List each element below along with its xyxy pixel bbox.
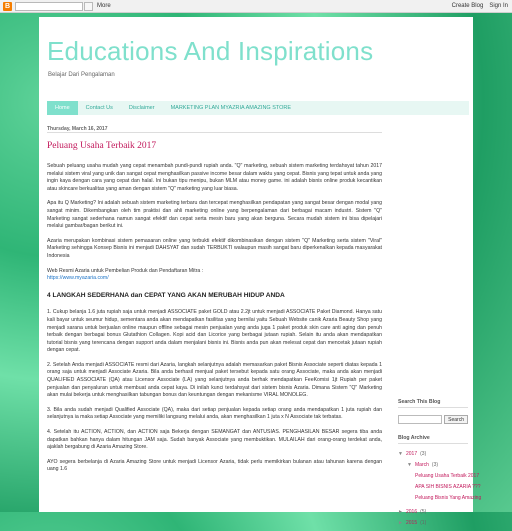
archive-year-link[interactable]: 2017 — [406, 451, 418, 457]
post-section-heading: 4 LANGKAH SEDERHANA dan CEPAT YANG AKAN MERUBAH HIDUP ANDA — [47, 291, 285, 299]
archive-count: (1) — [420, 520, 427, 526]
search-widget-title: Search This Blog — [398, 399, 468, 408]
archive-count: (3) — [420, 451, 427, 457]
post-paragraph: Apa itu Q Marketing? Ini adalah sebuah sistem marketing terbaru dan tercepat menghasilkan pendapatan yang sangat besar dengan modal yang sangat minim. Dikembangkan oleh tim praktisi dan ahli marketing online yang berpengalaman dari berbagai macam industri. Sistem "Q" Marketing sangat sederhana namun sangat efektif dan cepat serta mesin baru yang akan berguna. Secara mudah sistem ini bisa dipelajari melalui gambar/bagan berikut ini. — [47, 200, 382, 230]
post-paragraph: Sebuah peluang usaha mudah yang cepat menambah pundi-pundi rupiah anda. "Q" marketing, sebuah sistem marketing terdahsyat tahun 2017 melalui sistem viral yang unik dan sangat cepat menghasilkan passive income besar dalam waktu yang cepat. Bisnis yang tepat untuk anda yang ingin kaya dengan cara yang cepat dan halal. Ini bukan tipu menipu, bukan MLM atau money game. ini adalah bisnis online produk kecantikan atau skincare berkualitas yang aman dengan sistem "Q" marketing yang luar biasa. — [47, 163, 382, 192]
archive-year-link[interactable]: 2015 — [406, 520, 418, 526]
create-blog-link[interactable]: Create Blog — [451, 3, 484, 9]
post-step: 2. Setelah Anda menjadi ASSOCIATE resmi dari Azaria, langkah selanjutnya adalah memasarkan paket Bisnis Associate seperti diatas kepada 1 orang saja untuk menjadi Associate Azaria. Bila anda berhasil menjual paket tersebut kepada satu orang Associate, maka anda akan menjadi QUALIFIED ASSOCIATE (QA) atau Licensor Associate (LA) yang selanjutnya anda berhak mendapatkan FeeKomisi 1jt Rupiah per paket penjualan dan penyaluran untuk membuat anda cepat kaya. Di inilah kunci terdahsyat dari sistem bisnis Azaria. Dimana Sistem "Q" Marketing akan mulai bekerja untuk menghasilkan tabungan bonus dan keuntungan dengan mekanisme VIRAL MONOLEG. — [47, 361, 382, 399]
archive-year-2016 — [398, 509, 468, 515]
expand-right-icon[interactable]: ► — [398, 509, 403, 515]
date-divider — [47, 132, 382, 133]
search-input[interactable] — [398, 415, 442, 424]
post-paragraph: Web Resmi Azaria untuk Pembelian Produk dan Pendaftaran Mitra : — [47, 267, 204, 274]
blogger-navbar — [0, 0, 512, 13]
navbar-search-input[interactable] — [15, 2, 83, 11]
archive-post-link[interactable]: Peluang Usaha Terbaik 2017 — [415, 473, 480, 479]
tab-disclaimer[interactable]: Disclaimer — [128, 105, 155, 111]
post-body — [47, 163, 382, 481]
azaria-website-link[interactable]: https://www.myazaria.com/ — [47, 275, 109, 282]
sidebar — [398, 399, 482, 531]
blog-page — [39, 17, 482, 526]
blog-description: Belajar Dari Pengalaman — [48, 72, 115, 78]
expand-down-icon[interactable]: ▼ — [407, 462, 412, 468]
search-widget — [398, 415, 468, 424]
archive-widget-title: Blog Archive — [398, 435, 468, 444]
navbar-search-button[interactable] — [84, 2, 93, 11]
blog-title[interactable]: Educations And Inspirations — [47, 36, 374, 66]
post-date: Thursday, March 16, 2017 — [47, 126, 108, 132]
archive-count: (3) — [431, 462, 439, 468]
archive-post-link[interactable]: APA SIH BISNIS AZARIA ??? — [415, 484, 481, 490]
post-step: 1. Cukup belanja 1.6 juta rupiah saja untuk menjadi ASSOCIATE paket GOLD atau 2.2jt untuk menjadi ASSOCIATE Paket Diamond. Hanya satu kali bayar untuk seumur hidup, sementara anda akan mendapatkan fasilitas yang bernilai yaitu Sebuah Website canik Azaria Beauty Shop yang menjadi sarana untuk berjualan online maupun offline sebagai mesin penjualan yang anda juga 1 paket produk skin care anti aging dan penuh terbaik dengan berbagai bonus Glutathion Collagen. Kopi acid dan Licorice yang berbagai jutaan rupiah. Selain itu anda akan mendapatkan tutorial bisnis yang terencana dengan support anda dalam menjalani bisnis ini. Bisnis anda pun akan melesat cepat dan mencetak jutaan rupiah dengan cepat. — [47, 309, 382, 354]
tab-home[interactable]: Home — [47, 101, 78, 115]
post-step: AYO segera berbelanja di Azaria Amazing Store untuk menjadi Licensor Azaria, tidak perlu memikirkan bulanan atau tahunan karena dengan uang 1.6 — [47, 458, 382, 473]
post-title[interactable]: Peluang Usaha Terbaik 2017 — [47, 141, 157, 151]
sign-in-link[interactable]: Sign In — [489, 3, 508, 9]
tab-contact-us[interactable]: Contact Us — [85, 105, 113, 111]
archive-year-link[interactable]: 2016 — [406, 509, 418, 515]
archive-month-link[interactable]: March — [415, 462, 429, 468]
post-step: 3. Bila anda sudah menjadi Qualified Associate (QA), maka dari setiap penjualan kepada setiap orang anda mendapatkan 1 juta rupiah dan selanjutnya ia maka setiap Associate yang memiliki langsung melalui anda, akan menghasilkan 1 juta x N Associate tak terbatas. — [47, 406, 382, 421]
page-tabs — [47, 101, 469, 115]
archive-year-2015 — [398, 520, 468, 526]
expand-right-icon[interactable]: ► — [398, 520, 403, 526]
tab-marketing-plan[interactable]: MARKETING PLAN MYAZRIA AMAZING STORE — [170, 105, 292, 111]
archive-year-2017 — [398, 451, 468, 457]
expand-down-icon[interactable]: ▼ — [398, 451, 403, 457]
search-button[interactable]: Search — [444, 415, 468, 424]
post-paragraph: Azaria merupakan kombinasi sistem pemasaran online yang terbukti efektif dikombinasikan dengan sistem "Q" Marketing serta sistem "Viral" Marketing sehingga Konsep Bisnis ini menjadi DAHSYAT dan sudah TERBUKTI walaupun masih sangat baru diperkenalkan kepada masyarakat Indonesia — [47, 237, 382, 259]
archive-count: (5) — [420, 509, 427, 515]
post-step: 4. Setelah itu ACTION, ACTION, dan ACTION saja Bekerja dengan SEMANGAT dan ANTUSIAS. PENGHASILAN BESAR segera tiba anda dapatkan bahkan hanya dalam hitungan JAM saja. Sudah banyak Associate yang membuktikan. MULAILAH dari orang-orang terdekat anda, ajaklah bergabung di Azaria Amazing Store. — [47, 429, 382, 451]
archive-post-link[interactable]: Peluang Bisnis Yang Amazing — [415, 495, 482, 501]
archive-month-march — [407, 462, 468, 468]
more-menu[interactable]: More — [97, 3, 111, 9]
blogger-logo-icon[interactable]: B — [4, 2, 11, 10]
